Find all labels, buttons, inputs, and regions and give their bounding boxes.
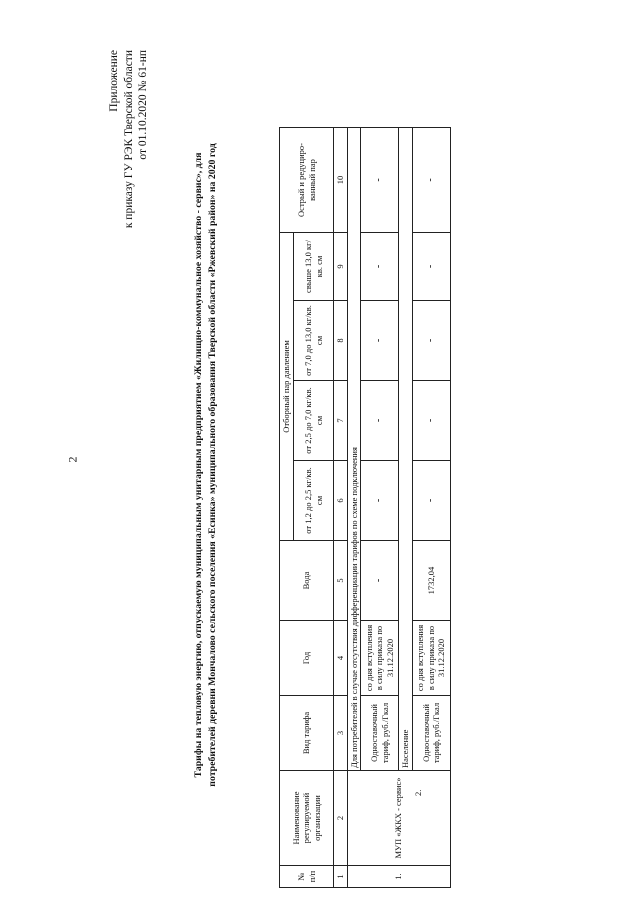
page-number: 2: [65, 456, 80, 463]
pressure-1-value: -: [412, 461, 450, 541]
appendix-line: к приказу ГУ РЭК Тверской области: [122, 50, 135, 229]
header-org: Наименование регулируемой организации: [280, 771, 334, 866]
period-cell: со дня вступления в силу приказа по 31.12.2020: [412, 621, 450, 696]
tariff-table: [279, 127, 451, 888]
water-value: -: [361, 541, 399, 621]
water-value: 1732,04: [412, 541, 450, 621]
column-number: 7: [334, 381, 348, 461]
column-number: 5: [334, 541, 348, 621]
pressure-4-value: -: [361, 232, 399, 300]
appendix-header: [107, 50, 157, 390]
header-num: № п/п: [280, 866, 334, 888]
column-number: 6: [334, 461, 348, 541]
title-line: потребителей деревни Мончалово сельского поселения «Есинка» муниципального образования Тверской области «Ржевский район» на 2020 год: [207, 143, 218, 787]
header-pressure-1: от 1,2 до 2,5 кг/кв. см: [294, 461, 334, 541]
tariff-type-cell: Одноставочный тариф, руб./Гкал: [412, 696, 450, 771]
row-num: 1.: [347, 866, 450, 888]
header-steam-group: Отборный пар давлением: [280, 232, 294, 540]
sharp-steam-value: -: [412, 127, 450, 232]
header-sharp-steam: Острый и редуциро-ванный пар: [280, 127, 334, 232]
column-number: 2: [334, 771, 348, 866]
row-num-2: 2.: [413, 789, 423, 796]
header-tariff-type: Вид тарифа: [280, 696, 334, 771]
appendix-line: от 01.10.2020 № 61-нп: [137, 50, 149, 160]
header-pressure-3: от 7,0 до 13,0 кг/кв. см: [294, 301, 334, 381]
pressure-2-value: -: [361, 381, 399, 461]
column-number-row: [334, 127, 348, 887]
column-number: 1: [334, 866, 348, 888]
title-line: Тарифы на тепловую энергию, отпускаемую муниципальным унитарным предприятием «Жилищно-коммунальное хозяйство - сервис», для: [193, 152, 204, 778]
document-title: [192, 105, 226, 825]
column-number: 4: [334, 621, 348, 696]
tariff-table-wrapper: [279, 128, 447, 888]
column-number: 8: [334, 301, 348, 381]
column-number: 9: [334, 232, 348, 300]
sharp-steam-value: -: [361, 127, 399, 232]
pressure-2-value: -: [412, 381, 450, 461]
column-number: 10: [334, 127, 348, 232]
header-year: Год: [280, 621, 334, 696]
pressure-3-value: -: [361, 301, 399, 381]
table-row: [347, 127, 361, 887]
period-cell: со дня вступления в силу приказа по 31.12.2020: [361, 621, 399, 696]
header-pressure-4: свыше 13,0 кг/кв. см: [294, 232, 334, 300]
appendix-line: Приложение: [108, 50, 120, 112]
pressure-3-value: -: [412, 301, 450, 381]
column-number: 3: [334, 696, 348, 771]
tariff-type-cell: Одноставочный тариф, руб./Гкал: [361, 696, 399, 771]
section-header: Для потребителей в случае отсутствия дифференциации тарифов по схеме подключения: [347, 127, 361, 770]
header-water: Вода: [280, 541, 334, 621]
pressure-4-value: -: [412, 232, 450, 300]
header-pressure-2: от 2,5 до 7,0 кг/кв. см: [294, 381, 334, 461]
section-header: Население: [399, 127, 413, 770]
pressure-1-value: -: [361, 461, 399, 541]
org-name: МУП «ЖКХ - сервис»: [347, 771, 450, 866]
